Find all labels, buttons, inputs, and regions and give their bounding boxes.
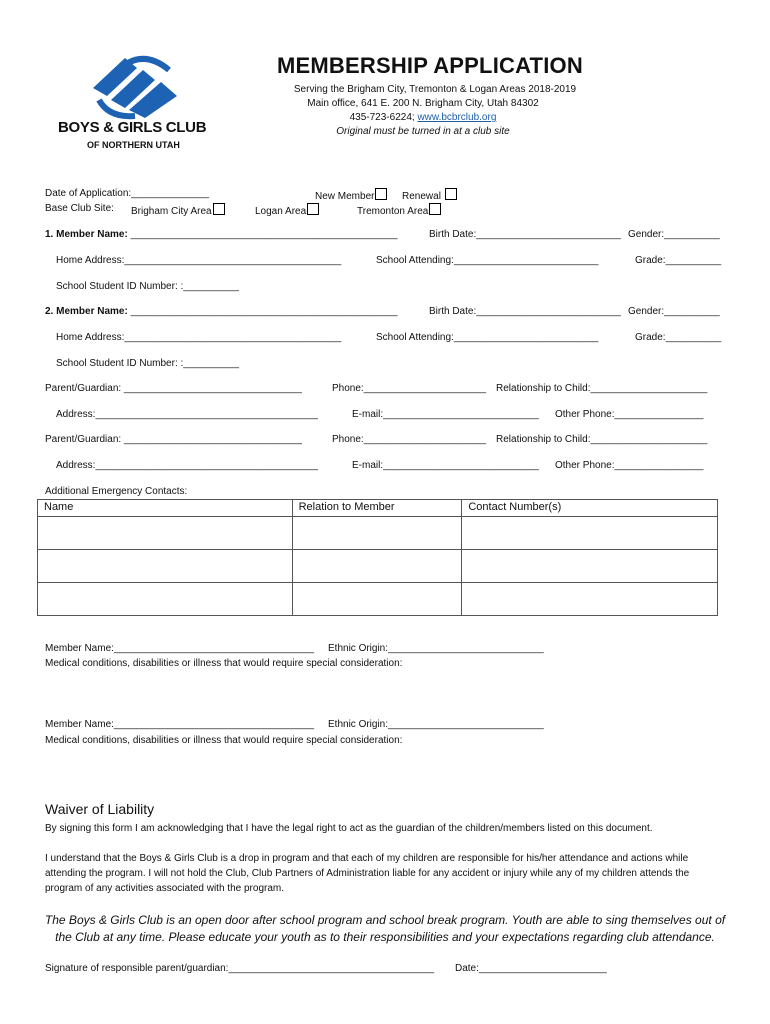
website-link[interactable]: www.bcbrclub.org (417, 112, 497, 123)
medical1-ethnic-origin[interactable]: Ethnic Origin:____________________________ (328, 643, 544, 654)
table-cell[interactable] (38, 550, 293, 583)
member2-grade[interactable]: Grade:__________ (635, 332, 722, 343)
table-cell[interactable] (462, 583, 718, 616)
medical2-ethnic-origin[interactable]: Ethnic Origin:____________________________ (328, 719, 544, 730)
table-cell[interactable] (462, 517, 718, 550)
column-header-name: Name (38, 500, 293, 517)
site-logan-checkbox[interactable] (307, 203, 319, 215)
member1-name-label: 1. Member Name: (45, 229, 128, 240)
date-of-application[interactable]: Date of Application:______________ (45, 188, 210, 199)
org-subname: OF NORTHERN UTAH (87, 140, 180, 150)
member1-name-line: ________________________________________________ (130, 229, 398, 240)
member2-name-line: ________________________________________________ (130, 306, 398, 317)
member2-name-field[interactable] (45, 306, 398, 317)
new-member-label: New Member (315, 191, 375, 202)
club-logo-icon (85, 52, 185, 120)
medical2-conditions[interactable]: Medical conditions, disabilities or illness that would require special consideration: (45, 735, 403, 746)
member1-grade[interactable]: Grade:__________ (635, 255, 722, 266)
site-logan-option (255, 203, 319, 217)
table-header-row (38, 500, 718, 517)
member1-gender[interactable]: Gender:__________ (628, 229, 720, 240)
guardian1-email[interactable]: E-mail:____________________________ (352, 409, 539, 420)
emergency-contacts-table (37, 499, 718, 616)
base-club-site-label: Base Club Site: (45, 203, 114, 214)
logo (85, 52, 185, 123)
table-row (38, 517, 718, 550)
column-header-contact: Contact Number(s) (462, 500, 718, 517)
page-title: MEMBERSHIP APPLICATION (277, 53, 583, 78)
renewal-option (402, 188, 457, 202)
member2-home-address[interactable]: Home Address:_______________________________________ (56, 332, 342, 343)
guardian1-phone[interactable]: Phone:______________________ (332, 383, 487, 394)
guardian2-address[interactable]: Address:________________________________________ (56, 460, 318, 471)
medical1-conditions[interactable]: Medical conditions, disabilities or illness that would require special consideration: (45, 658, 403, 669)
waiver-paragraph-1: By signing this form I am acknowledging that I have the legal right to act as the guardian of the children/members listed on this document. (45, 823, 653, 834)
site-logan-label: Logan Area (255, 206, 307, 217)
guardian1-other-phone[interactable]: Other Phone:________________ (555, 409, 704, 420)
renewal-checkbox[interactable] (445, 188, 457, 200)
site-tremonton-label: Tremonton Area (357, 206, 429, 217)
new-member-option (315, 188, 387, 202)
table-cell[interactable] (292, 550, 462, 583)
site-brigham-checkbox[interactable] (213, 203, 225, 215)
member1-school[interactable]: School Attending:__________________________ (376, 255, 599, 266)
site-brigham-option (131, 203, 225, 217)
column-header-relation: Relation to Member (292, 500, 462, 517)
table-cell[interactable] (38, 517, 293, 550)
member1-name-field[interactable] (45, 229, 398, 240)
org-name: BOYS & GIRLS CLUB (58, 119, 207, 136)
member1-student-id[interactable]: School Student ID Number: :__________ (56, 281, 239, 292)
site-tremonton-option (357, 203, 441, 217)
member2-name-label: 2. Member Name: (45, 306, 128, 317)
member2-school[interactable]: School Attending:__________________________ (376, 332, 599, 343)
member2-student-id[interactable]: School Student ID Number: :__________ (56, 358, 239, 369)
table-cell[interactable] (292, 583, 462, 616)
member2-birth-date[interactable]: Birth Date:__________________________ (429, 306, 621, 317)
guardian1-address[interactable]: Address:________________________________________ (56, 409, 318, 420)
table-row (38, 583, 718, 616)
office-phone: 435-723-6224; (349, 112, 415, 123)
waiver-closing-statement: The Boys & Girls Club is an open door after school program and school break program. Youth are able to sing themselves out of the Club at any time. Please educate your youth as to their responsibilities and your expectations regarding club attendance. (44, 913, 726, 944)
medical2-member-name[interactable]: Member Name:____________________________________ (45, 719, 315, 730)
submission-note: Original must be turned in at a club site (336, 126, 510, 137)
member2-gender[interactable]: Gender:__________ (628, 306, 720, 317)
guardian2-email[interactable]: E-mail:____________________________ (352, 460, 539, 471)
guardian2-phone[interactable]: Phone:______________________ (332, 434, 487, 445)
waiver-paragraph-2: I understand that the Boys & Girls Club is a drop in program and that each of my children are responsible for his/her attendance and actions while attending the program. I will not hold the Club, Club Partners of Administration liable for any accident or injury while any of my children attends the program of any activities associated with the program. (45, 853, 690, 894)
contact-line (273, 112, 573, 123)
site-brigham-label: Brigham City Area (131, 206, 212, 217)
table-cell[interactable] (292, 517, 462, 550)
office-address: Main office, 641 E. 200 N. Brigham City, Utah 84302 (307, 98, 539, 109)
signature-field[interactable]: Signature of responsible parent/guardian:_____________________________________ (45, 963, 435, 974)
table-cell[interactable] (462, 550, 718, 583)
guardian1-name[interactable]: Parent/Guardian: ________________________________ (45, 383, 302, 394)
emergency-contacts-label: Additional Emergency Contacts: (45, 486, 188, 497)
renewal-label: Renewal (402, 191, 441, 202)
medical1-member-name[interactable]: Member Name:____________________________________ (45, 643, 315, 654)
site-tremonton-checkbox[interactable] (429, 203, 441, 215)
member1-home-address[interactable]: Home Address:_______________________________________ (56, 255, 342, 266)
member1-birth-date[interactable]: Birth Date:__________________________ (429, 229, 621, 240)
serving-areas: Serving the Brigham City, Tremonton & Logan Areas 2018-2019 (293, 84, 577, 95)
guardian2-other-phone[interactable]: Other Phone:________________ (555, 460, 704, 471)
guardian2-name[interactable]: Parent/Guardian: ________________________________ (45, 434, 302, 445)
guardian1-relationship[interactable]: Relationship to Child:_____________________ (496, 383, 708, 394)
table-row (38, 550, 718, 583)
table-cell[interactable] (38, 583, 293, 616)
new-member-checkbox[interactable] (375, 188, 387, 200)
guardian2-relationship[interactable]: Relationship to Child:_____________________ (496, 434, 708, 445)
waiver-heading: Waiver of Liability (45, 801, 155, 817)
signature-date-field[interactable]: Date:_______________________ (455, 963, 607, 974)
